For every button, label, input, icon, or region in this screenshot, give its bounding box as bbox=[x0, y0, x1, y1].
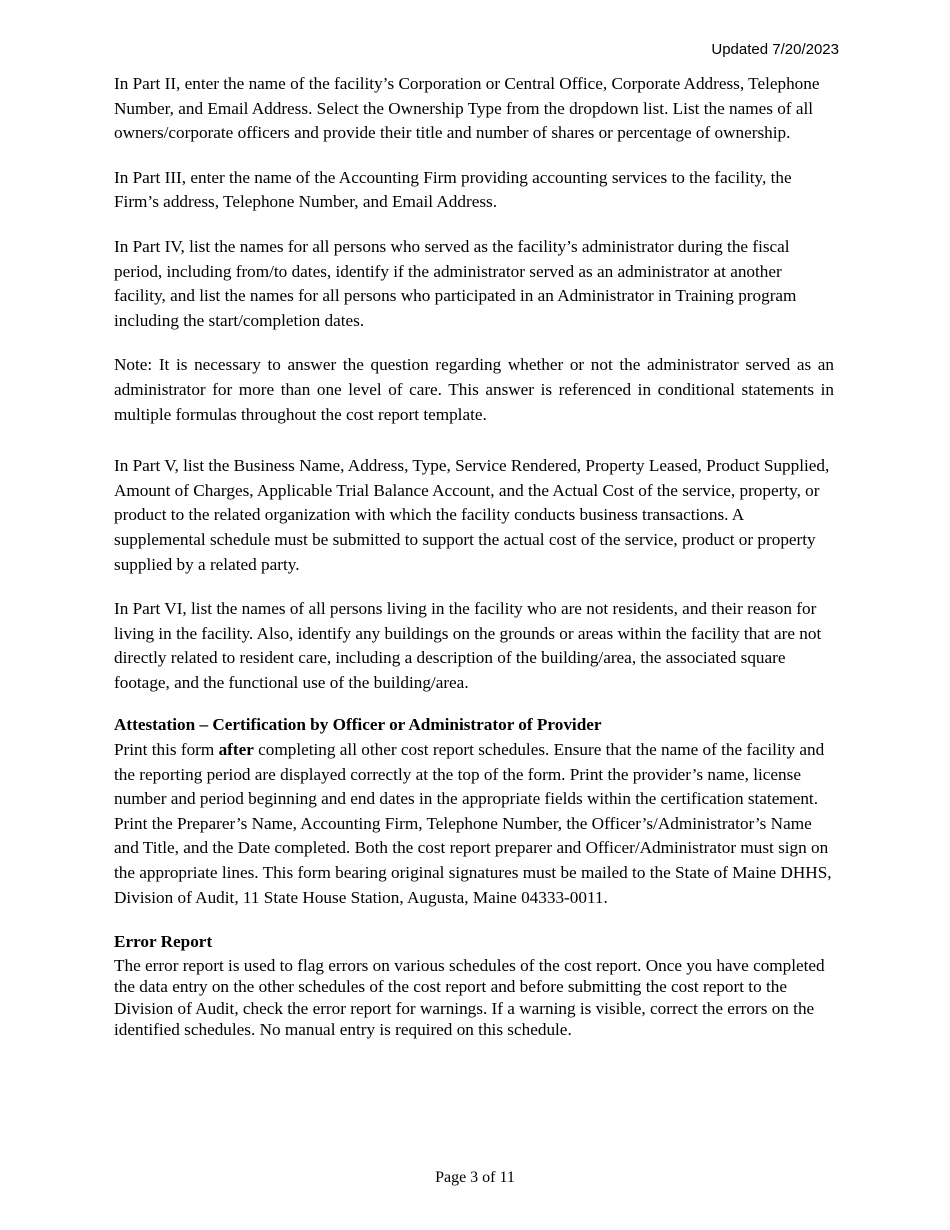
attestation-bold-word: after bbox=[218, 740, 254, 760]
note-paragraph: Note: It is necessary to answer the question regarding whether or not the administrator served as an administrator for more than one level of care. This answer is referenced in conditional statements in multiple formulas throughout the cost report template. bbox=[114, 355, 834, 424]
error-report-paragraph: The error report is used to flag errors on various schedules of the cost report. Once you have completed the data entry on the other schedules of the cost report and before submitting the cost report to the Division of Audit, check the error report for warnings. If a warning is visible, correct the errors on the identified schedules. No manual entry is required on this schedule. bbox=[114, 955, 825, 1040]
part-vi-paragraph: In Part VI, list the names of all persons living in the facility who are not residents, and their reason for living in the facility. Also, identify any buildings on the grounds or areas within the facility that are not directly related to resident care, including a description of the building/area, the associated square footage, and the functional use of the building/area. bbox=[114, 599, 822, 692]
attestation-text-after: completing all other cost report schedules. Ensure that the name of the facility and the reporting period are displayed correctly at the top of the form. Print the provider’s name, license number and period beginning and end dates in the appropriate fields within the certification statement. Print the Preparer’s Name, Accounting Firm, Telephone Number, the Officer’s/Administrator’s Name and Title, and the Date completed. Both the cost report preparer and Officer/Administrator must sign on the appropriate lines. This form bearing original signatures must be mailed to the State of Maine DHHS, Division of Audit, 11 State House Station, Augusta, Maine 04333-0011. bbox=[114, 740, 832, 907]
error-report-heading: Error Report bbox=[114, 932, 213, 952]
document-body bbox=[114, 72, 834, 1041]
part-v-paragraph: In Part V, list the Business Name, Address, Type, Service Rendered, Property Leased, Product Supplied, Amount of Charges, Applicable Trial Balance Account, and the Actual Cost of the service, property, or product to the related organization with which the facility conducts business transactions. A supplemental schedule must be submitted to support the actual cost of the service, product or property supplied by a related party. bbox=[114, 456, 830, 574]
part-iv-paragraph: In Part IV, list the names for all persons who served as the facility’s administrator during the fiscal period, including from/to dates, identify if the administrator served as an administrator at another facility, and list the names for all persons who participated in an Administrator in Training program including the start/completion dates. bbox=[114, 236, 797, 330]
page-number: Page 3 of 11 bbox=[435, 1169, 515, 1186]
part-ii-paragraph: In Part II, enter the name of the facility’s Corporation or Central Office, Corporate Address, Telephone Number, and Email Address. Select the Ownership Type from the dropdown list. List the names of all owners/corporate officers and provide their title and number of shares or percentage of ownership. bbox=[114, 74, 820, 143]
part-iii-paragraph: In Part III, enter the name of the Accounting Firm providing accounting services to the facility, the Firm’s address, Telephone Number, and Email Address. bbox=[114, 167, 792, 212]
attestation-paragraph bbox=[114, 738, 834, 910]
updated-date: Updated 7/20/2023 bbox=[711, 41, 839, 58]
attestation-text-before: Print this form bbox=[114, 740, 219, 760]
attestation-heading: Attestation – Certification by Officer or Administrator of Provider bbox=[114, 715, 602, 735]
